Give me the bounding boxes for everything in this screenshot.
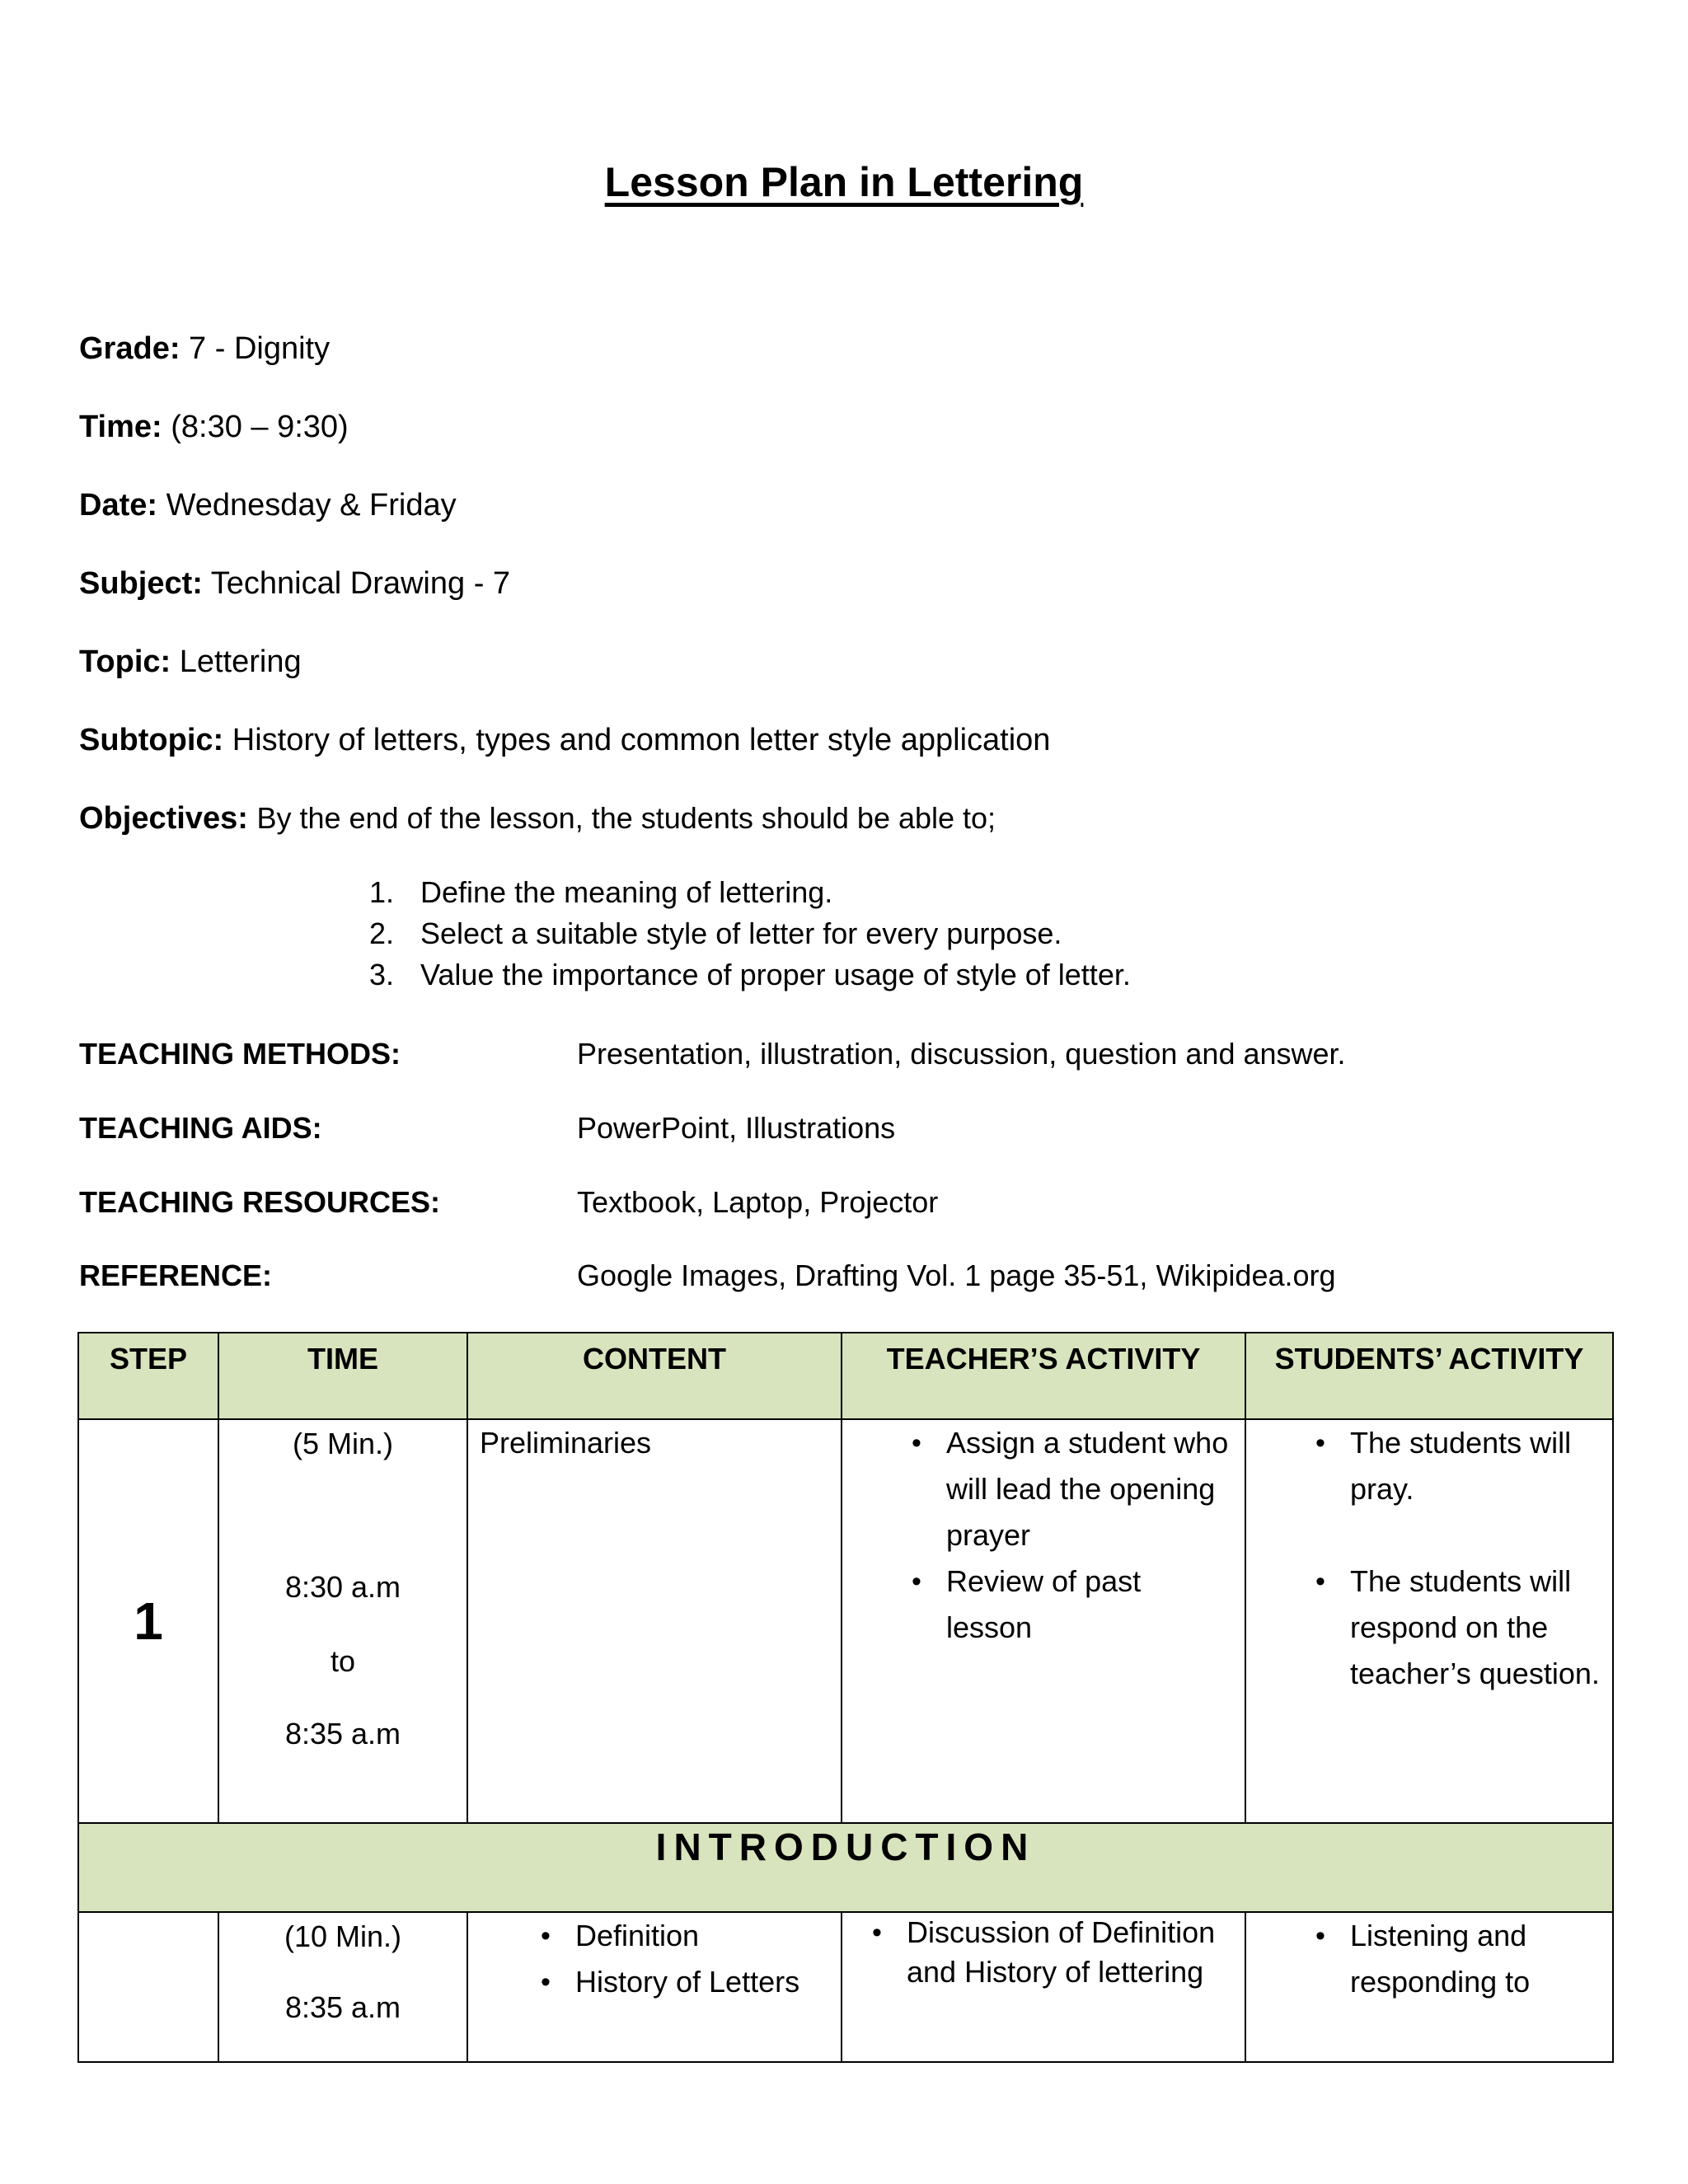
date-row bbox=[79, 488, 457, 523]
header-students-activity: STUDENTS’ ACTIVITY bbox=[1245, 1333, 1613, 1419]
header-content: CONTENT bbox=[467, 1333, 842, 1419]
time-cell bbox=[218, 1912, 467, 2062]
method-value: Google Images, Drafting Vol. 1 page 35-51, Wikipidea.org bbox=[577, 1258, 1336, 1292]
table-row bbox=[78, 1419, 1613, 1823]
content-text: Preliminaries bbox=[480, 1426, 652, 1460]
objective-item bbox=[369, 872, 1131, 913]
subtopic-label: Subtopic: bbox=[79, 723, 224, 757]
list-item: • The students will respond on the teacher’s question. bbox=[1297, 1558, 1601, 1697]
list-item: • Discussion of Definition and History of lettering bbox=[854, 1913, 1233, 1992]
subtopic-row bbox=[79, 723, 1050, 758]
duration: (10 Min.) bbox=[284, 1919, 402, 1953]
step-number: 1 bbox=[78, 1419, 218, 1823]
list-item: • Assign a student who will lead the opening prayer bbox=[893, 1420, 1233, 1558]
method-value: Presentation, illustration, discussion, question and answer. bbox=[577, 1037, 1346, 1071]
start-time: 8:35 a.m bbox=[284, 1990, 401, 2024]
grade-label: Grade: bbox=[79, 331, 181, 366]
list-item: • The students will pray. bbox=[1297, 1420, 1601, 1512]
time-row bbox=[79, 410, 349, 445]
objective-number: 2. bbox=[369, 916, 395, 950]
objective-item bbox=[369, 954, 1131, 996]
method-label: REFERENCE: bbox=[79, 1258, 273, 1292]
header-step: STEP bbox=[78, 1333, 218, 1419]
time-label: Time: bbox=[79, 410, 162, 444]
objective-item bbox=[369, 913, 1131, 954]
method-label: TEACHING METHODS: bbox=[79, 1037, 401, 1071]
header-teacher-activity: TEACHER’S ACTIVITY bbox=[842, 1333, 1245, 1419]
objective-number: 3. bbox=[369, 958, 395, 991]
objectives-label: Objectives: bbox=[79, 801, 248, 836]
lesson-table bbox=[77, 1332, 1614, 2063]
grade-row bbox=[79, 331, 330, 367]
objective-text: Value the importance of proper usage of style of letter. bbox=[420, 958, 1131, 991]
list-item: • History of Letters bbox=[523, 1959, 829, 2005]
section-row bbox=[78, 1823, 1613, 1912]
topic-value: Lettering bbox=[179, 644, 302, 679]
duration: (5 Min.) bbox=[292, 1427, 393, 1460]
topic-label: Topic: bbox=[79, 644, 171, 679]
method-label: TEACHING RESOURCES: bbox=[79, 1185, 441, 1219]
students-activity-cell bbox=[1245, 1912, 1613, 2062]
objectives-value: By the end of the lesson, the students should be able to; bbox=[256, 801, 996, 835]
teacher-activity-cell bbox=[842, 1419, 1245, 1823]
objective-number: 1. bbox=[369, 875, 395, 909]
start-time: 8:30 a.m bbox=[284, 1570, 401, 1604]
list-item: • Review of past lesson bbox=[893, 1558, 1233, 1651]
objectives-list bbox=[369, 872, 1131, 996]
objective-text: Define the meaning of lettering. bbox=[420, 875, 833, 909]
time-cell bbox=[218, 1419, 467, 1823]
header-time: TIME bbox=[218, 1333, 467, 1419]
method-label: TEACHING AIDS: bbox=[79, 1111, 322, 1145]
content-cell bbox=[467, 1912, 842, 2062]
teacher-activity-cell bbox=[842, 1912, 1245, 2062]
table-header-row bbox=[78, 1333, 1613, 1419]
objectives-row bbox=[79, 801, 996, 837]
page-title: Lesson Plan in Lettering bbox=[604, 159, 1084, 205]
method-value: PowerPoint, Illustrations bbox=[577, 1111, 896, 1145]
subject-row bbox=[79, 566, 510, 602]
subtopic-value: History of letters, types and common letter style application bbox=[232, 723, 1051, 757]
subject-value: Technical Drawing - 7 bbox=[210, 566, 511, 601]
end-time: 8:35 a.m bbox=[284, 1717, 401, 1750]
step-number bbox=[78, 1912, 218, 2062]
date-value: Wednesday & Friday bbox=[166, 488, 457, 523]
date-label: Date: bbox=[79, 488, 158, 523]
to-label: to bbox=[330, 1644, 356, 1678]
table-row bbox=[78, 1912, 1613, 2062]
content-cell bbox=[467, 1419, 842, 1823]
section-title: INTRODUCTION bbox=[78, 1823, 1613, 1912]
subject-label: Subject: bbox=[79, 566, 203, 601]
method-value: Textbook, Laptop, Projector bbox=[577, 1185, 939, 1219]
grade-value: 7 - Dignity bbox=[189, 331, 331, 366]
list-item: • Listening and responding to bbox=[1297, 1913, 1601, 2005]
list-item: • Definition bbox=[523, 1913, 829, 1959]
topic-row bbox=[79, 644, 302, 680]
students-activity-cell bbox=[1245, 1419, 1613, 1823]
time-value: (8:30 – 9:30) bbox=[171, 410, 349, 444]
objective-text: Select a suitable style of letter for every purpose. bbox=[420, 916, 1062, 950]
